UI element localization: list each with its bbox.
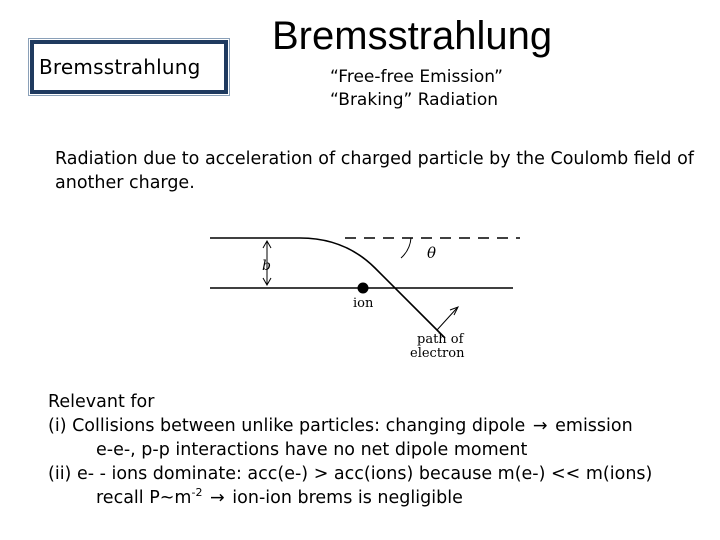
boxed-title-text: Bremsstrahlung — [39, 55, 201, 79]
arrow-icon: → — [532, 416, 548, 436]
note-item-2-detail-suffix: ion-ion brems is negligible — [232, 488, 463, 508]
note-item-2: (ii) e- - ions dominate: acc(e-) > acc(ions) because m(e-) << m(ions) — [48, 464, 653, 484]
note-item-2-detail-prefix: recall P~m — [96, 488, 192, 508]
note-item-2-detail-exponent: -2 — [191, 486, 203, 499]
boxed-title-label — [30, 40, 228, 94]
subtitle-line-1: “Free-free Emission” — [330, 67, 503, 87]
impact-parameter-label: b — [262, 258, 271, 274]
note-item-1 — [48, 414, 652, 438]
note-item-1-prefix: (i) Collisions between unlike particles: changing dipole — [48, 416, 526, 436]
page-title: Bremsstrahlung — [272, 14, 553, 58]
definition-text: Radiation due to acceleration of charged particle by the Coulomb field of another charge. — [55, 149, 694, 193]
note-item-2-detail — [48, 486, 652, 510]
note-item-1-suffix: emission — [555, 416, 633, 436]
relevant-for-heading: Relevant for — [48, 392, 155, 412]
path-label-line-1: path of — [417, 332, 464, 347]
ion-label: ion — [353, 296, 374, 311]
bremsstrahlung-diagram — [205, 228, 525, 368]
path-pointer — [437, 308, 457, 330]
arrow-icon: → — [210, 488, 225, 508]
angle-label: θ — [427, 244, 437, 262]
subtitle-line-2: “Braking” Radiation — [330, 90, 499, 110]
path-label-line-2: electron — [410, 346, 465, 361]
note-item-1-detail: e-e-, p-p interactions have no net dipole moment — [96, 440, 528, 460]
ion-dot — [358, 283, 369, 294]
angle-arc — [401, 238, 411, 258]
notes-block — [48, 390, 652, 510]
subtitle-block — [330, 66, 503, 112]
